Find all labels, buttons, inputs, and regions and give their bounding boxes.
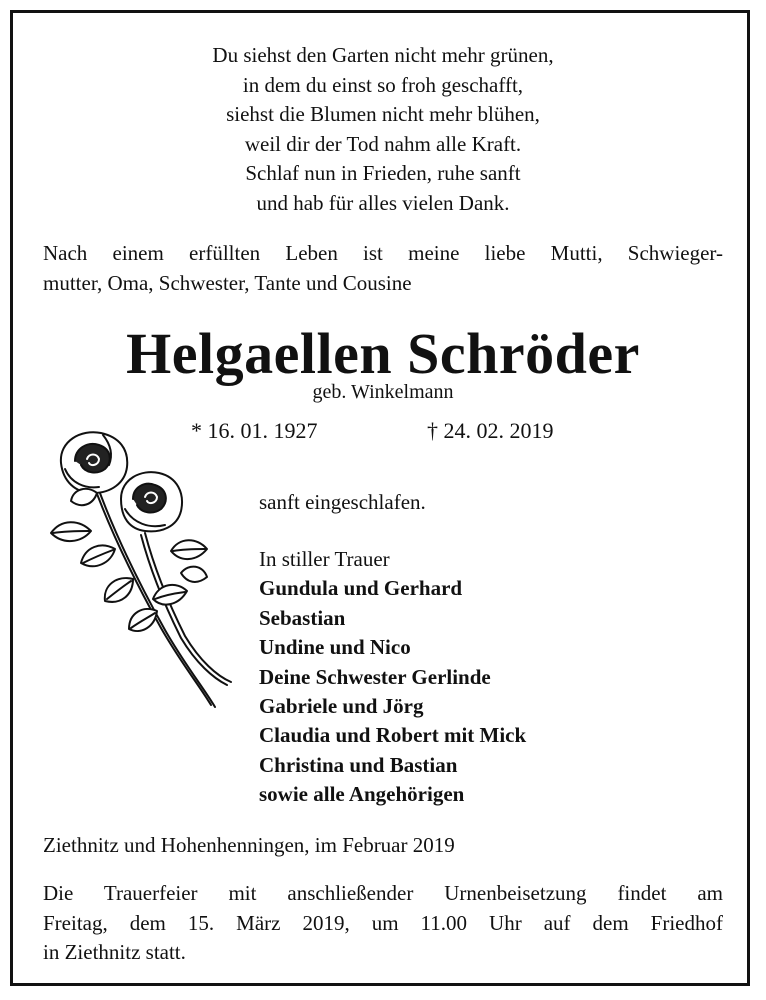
mourner-name: sowie alle Angehörigen [259, 782, 465, 807]
mourner-name: Claudia und Robert mit Mick [259, 723, 527, 748]
intro-text [43, 239, 723, 298]
poem-line: siehst die Blumen nicht mehr blühen, [226, 102, 540, 126]
poem-line: Du siehst den Garten nicht mehr grünen, [212, 43, 554, 67]
mourners-heading: In stiller Trauer [259, 547, 390, 571]
poem-line: und hab für alles vielen Dank. [256, 190, 510, 215]
mourner-name: Gundula und Gerhard [259, 576, 463, 601]
memorial-poem [13, 41, 753, 218]
mourner-name: Sebastian [259, 605, 346, 630]
service-line: Freitag, dem 15. März 2019, um 11.00 Uhr auf dem Friedhof [43, 910, 723, 935]
asleep-text: sanft eingeschlafen. [259, 490, 426, 514]
intro-line: Nach einem erfüllten Leben ist meine liebe Mutti, Schwieger- [43, 241, 723, 265]
poem-line: in dem du einst so froh geschafft, [242, 72, 524, 97]
mourner-name: Undine und Nico [259, 635, 411, 660]
funeral-service-info [43, 879, 723, 968]
mourner-name: Christina und Bastian [259, 752, 458, 777]
death-date: † 24. 02. 2019 [427, 418, 554, 443]
poem-line: Schlaf nun in Frieden, ruhe sanft [245, 161, 521, 185]
mourners-list [259, 545, 526, 810]
mourner-name: Deine Schwester Gerlinde [259, 664, 491, 689]
deceased-name: Helgaellen Schröder [126, 321, 640, 386]
obituary-notice [10, 10, 750, 986]
intro-line: mutter, Oma, Schwester, Tante und Cousine [43, 270, 412, 295]
service-line: Die Trauerfeier mit anschließender Urnenbeisetzung findet am [43, 881, 723, 905]
place-and-date: Ziethnitz und Hohenhenningen, im Februar 2019 [43, 833, 455, 857]
birth-date: * 16. 01. 1927 [191, 418, 318, 443]
service-line: in Ziethnitz statt. [43, 940, 186, 964]
maiden-name: geb. Winkelmann [312, 381, 454, 403]
mourner-name: Gabriele und Jörg [259, 694, 424, 719]
roses-icon [41, 423, 251, 713]
poem-line: weil dir der Tod nahm alle Kraft. [244, 131, 522, 156]
